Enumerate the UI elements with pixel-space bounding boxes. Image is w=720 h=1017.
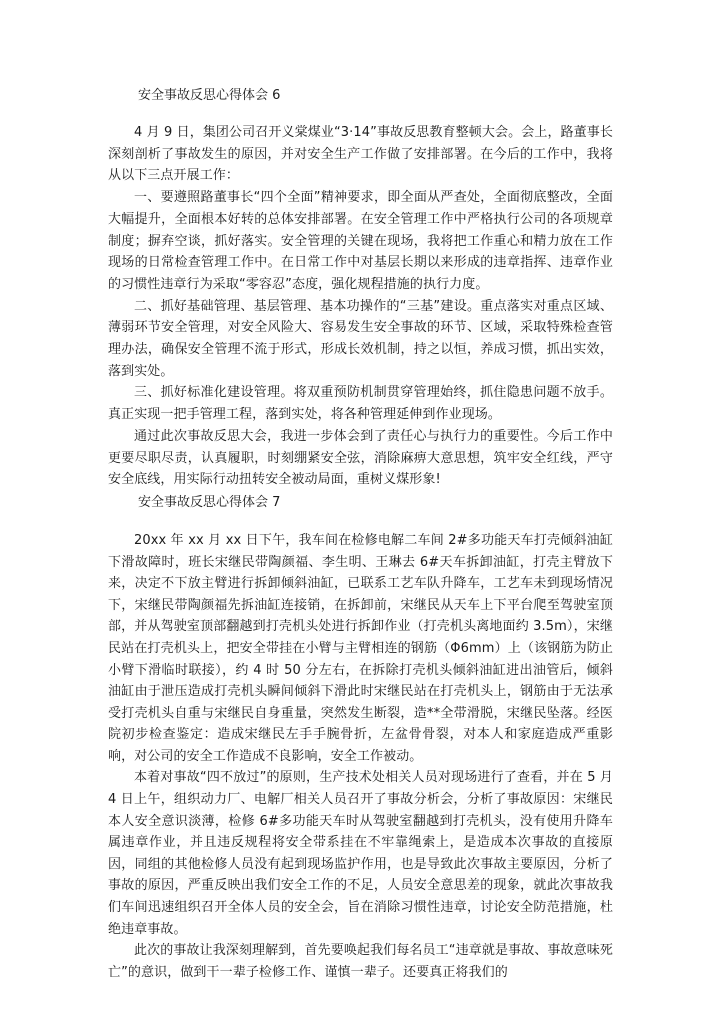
article-7-paragraph-analysis: 本着对事故“四不放过”的原则，生产技术处相关人员对现场进行了查看，并在 5 月 4 日上午，组织动力厂、电解厂相关人员召开了事故分析会，分析了事故原因：宋继民本人安全意识淡薄，检修 6#多功能天车时从驾驶室翻越到打壳机头，没有使用升降车属违章作业，并且违反规程将安全带系挂在不牢靠绳索上，是造成本次事故的直接原因，同组的其他检修人员没有起到现场监护作用，也是导致此次事故主要原因，分析了事故的原因，严重反映出我们安全工作的不足，人员安全意思差的现象，就此次事故我们车间迅速组织召开全体人员的安全会，旨在消除习惯性违章，讨论安全防范措施，杜绝违章事故。 — [108, 770, 613, 937]
article-6-paragraph-intro: 4 月 9 日，集团公司召开义棠煤业“3·14”事故反思教育整顿大会。会上，路董事长深刻剖析了事故发生的原因，并对安全生产工作做了安排部署。在今后的工作中，我将从以下三点开展工作： — [108, 125, 613, 184]
article-7-paragraph-incident: 20xx 年 xx 月 xx 日下午，我车间在检修电解二车间 2#多功能天车打壳倾斜油缸下滑故障时，班长宋继民带陶颜福、李生明、王琳去 6#天车拆卸油缸，打壳主臂放下来，决定不下放主臂进行拆卸倾斜油缸，已联系工艺车队升降车，工艺车未到现场情况下，宋继民带陶颜福先拆油缸连接销，在拆卸前，宋继民从天车上下平台爬至驾驶室顶部，并从驾驶室顶部翻越到打壳机头处进行拆卸作业（打壳机头离地面约 3.5m），宋继民站在打壳机头上，把安全带挂在小臂与主臂相连的钢筋（Φ6mm）上（该钢筋为防止小臂下滑临时联接），约 4 时 50 分左右，在拆除打壳机头倾斜油缸进出油管后，倾斜油缸由于泄压造成打壳机头瞬间倾斜下滑此时宋继民站在打壳机头上，钢筋由于无法承受打壳机头自重与宋继民自身重量，突然发生断裂，造**全带滑脱，宋继民坠落。经医院初步检查鉴定：造成宋继民左手手腕骨折，左盆骨骨裂，对本人和家庭造成严重影响，对公司的安全工作造成不良影响，安全工作被动。 — [108, 532, 613, 764]
article-6-title: 安全事故反思心得体会 6 — [138, 88, 281, 103]
article-7-title: 安全事故反思心得体会 7 — [138, 494, 281, 510]
article-6 — [108, 84, 613, 491]
article-6-paragraph-point-3: 三、抓好标准化建设管理。将双重预防机制贯穿管理始终，抓住隐患问题不放手。真正实现一把手管理工程，落到实处，将各种管理延伸到作业现场。 — [108, 385, 613, 423]
article-7-paragraph-lessons: 此次的事故让我深刻理解到，首先要唤起我们每名员工“违章就是事故、事故意味死亡”的意识，做到干一辈子检修工作、谨慎一辈子。还要真正将我们的 — [108, 943, 613, 980]
article-6-paragraph-conclusion: 通过此次事故反思大会，我进一步体会到了责任心与执行力的重要性。今后工作中更要尽职尽责，认真履职，时刻绷紧安全弦，消除麻痹大意思想，筑牢安全红线，严守安全底线，用实际行动扭转安全被动局面，重树义煤形象! — [108, 428, 613, 488]
article-6-paragraph-point-2: 二、抓好基础管理、基层管理、基本功操作的“三基”建设。重点落实对重点区域、薄弱环节安全管理，对安全风险大、容易发生安全事故的环节、区域，采取特殊检查管理办法，确保安全管理不流于形式，形成长效机制，持之以恒，养成习惯，抓出实效，落到实处。 — [108, 298, 613, 379]
document-page — [108, 84, 613, 983]
article-7 — [108, 491, 613, 983]
article-6-paragraph-point-1: 一、要遵照路董事长“四个全面”精神要求，即全面从严查处，全面彻底整改，全面大幅提升，全面根本好转的总体安排部署。在安全管理工作中严格执行公司的各项规章制度；摒弃空谈，抓好落实。安全管理的关键在现场，我将把工作重心和精力放在工作现场的日常检查管理工作中。在日常工作中对基层长期以来形成的违章指挥、违章作业的习惯性违章行为采取“零容忍”态度，强化规程措施的执行力度。 — [108, 190, 613, 292]
